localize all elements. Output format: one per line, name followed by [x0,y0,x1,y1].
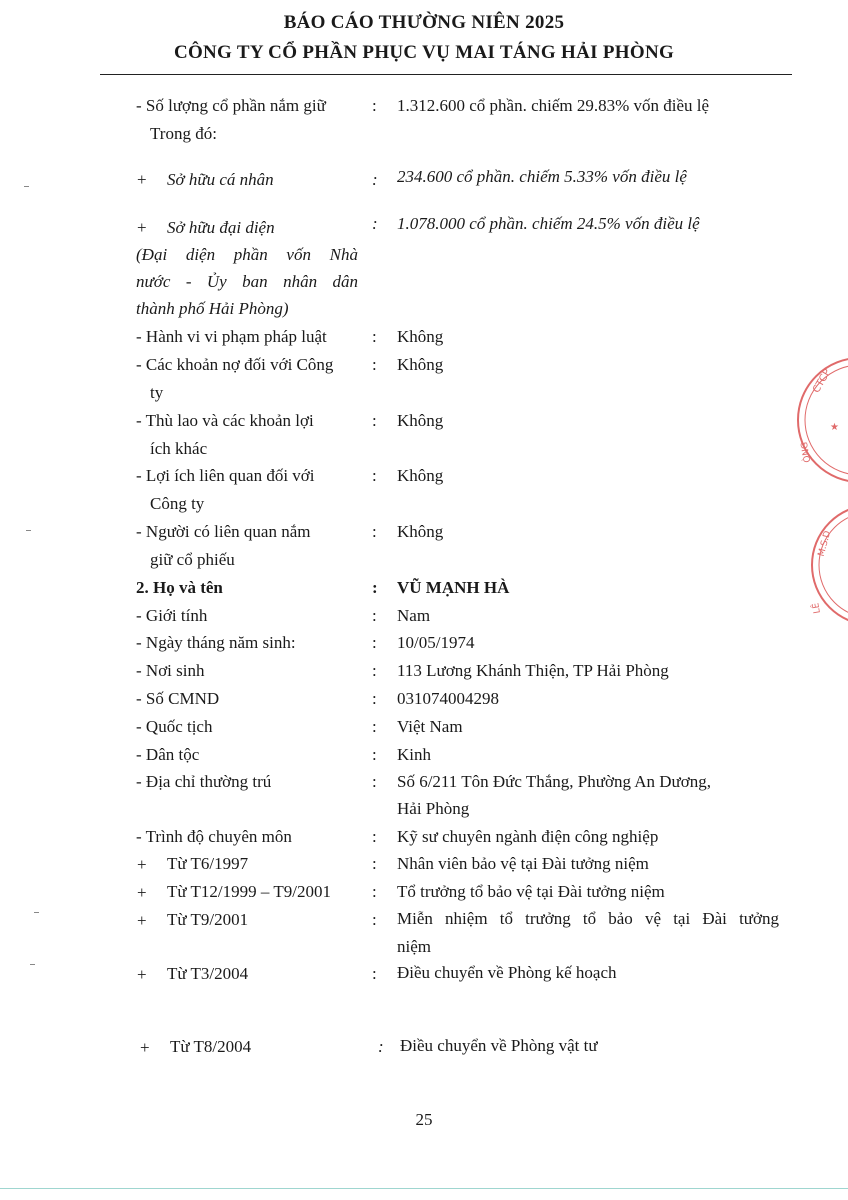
qualification-value: Kỹ sư chuyên ngành điện công nghiệp [397,827,659,846]
colon: : [372,522,377,541]
qualification-label: - Trình độ chuyên môn [136,827,292,846]
career-position: Điều chuyển về Phòng kế hoạch [397,963,617,982]
violation-label: - Hành vi vi phạm pháp luật [136,327,327,346]
address-value: Số 6/211 Tôn Đức Thắng, Phường An Dương, [397,772,712,791]
colon: : [378,1037,384,1056]
seal-text: LÊ [811,601,823,615]
plus-bullet: + [137,883,147,902]
shares-value: 1.312.600 cổ phần. chiếm 29.83% vốn điều lệ [397,96,710,115]
representative-label: Sở hữu đại diện [167,218,275,237]
nationality-label: - Quốc tịch [136,717,213,736]
scan-mark [24,186,29,187]
footer-divider [0,1188,848,1189]
colon: : [372,355,377,374]
debt-value: Không [397,355,444,374]
seal-text: ÒNG [799,440,814,464]
related-value: Không [397,522,444,541]
related-label-cont: giữ cổ phiếu [150,550,235,569]
plus-bullet: + [137,218,147,237]
birthplace-value: 113 Lương Khánh Thiện, TP Hải Phòng [397,661,669,680]
company-seal-bottom [802,495,848,635]
colon: : [372,578,378,597]
interest-value: Không [397,466,444,485]
colon: : [372,827,377,846]
career-position: Nhân viên bảo vệ tại Đài tưởng niệm [397,854,649,873]
ethnicity-label: - Dân tộc [136,745,200,764]
company-seal-top [790,350,848,490]
colon: : [372,327,377,346]
colon: : [372,882,377,901]
colon: : [372,661,377,680]
personal-label: Sở hữu cá nhân [167,170,274,189]
report-title: BÁO CÁO THƯỜNG NIÊN 2025 [283,12,565,33]
colon: : [372,964,377,983]
remuneration-label-cont: ích khác [150,439,208,458]
remuneration-label: - Thù lao và các khoản lợi [136,411,314,430]
dob-label: - Ngày tháng năm sinh: [136,633,296,652]
gender-label: - Giới tính [136,606,208,625]
career-period: Từ T6/1997 [167,854,249,873]
colon: : [372,854,377,873]
colon: : [372,717,377,736]
shares-label: - Số lượng cổ phần nắm giữ [136,96,326,115]
colon: : [372,772,377,791]
personal-value: 234.600 cổ phần. chiếm 5.33% vốn điều lệ [397,167,687,186]
colon: : [372,745,377,764]
representative-note: nước - Ủy ban nhân dân [136,272,358,291]
seal-text: CTCP [811,367,834,395]
scan-mark [30,964,35,965]
seal-star-icon: ★ [830,422,839,433]
representative-value: 1.078.000 cổ phần. chiếm 24.5% vốn điều lệ [397,214,700,233]
career-position: Điều chuyển về Phòng vật tư [400,1036,598,1055]
representative-note: (Đại diện phần vốn Nhà [136,245,358,264]
company-name: CÔNG TY CỔ PHẦN PHỤC VỤ MAI TÁNG HẢI PHÒNG [173,42,675,63]
address-value-cont: Hải Phòng [397,799,470,818]
birthplace-label: - Nơi sinh [136,661,205,680]
plus-bullet: + [137,855,147,874]
career-period: Từ T3/2004 [167,964,249,983]
remuneration-value: Không [397,411,444,430]
colon: : [372,411,377,430]
colon: : [372,689,377,708]
ethnicity-value: Kinh [397,745,431,764]
id-label: - Số CMND [136,689,220,708]
career-position: Miễn nhiệm tổ trưởng tổ bảo vệ tại Đài tưởng [397,909,779,928]
career-period: Từ T8/2004 [170,1037,252,1056]
debt-label: - Các khoản nợ đối với Công [136,355,334,374]
plus-bullet: + [137,965,147,984]
gender-value: Nam [397,606,431,625]
id-value: 031074004298 [397,689,499,708]
related-label: - Người có liên quan nắm [136,522,311,541]
interest-label: - Lợi ích liên quan đối với [136,466,315,485]
plus-bullet: + [137,911,147,930]
representative-note: thành phố Hải Phòng) [136,299,289,318]
plus-bullet: + [137,170,147,189]
interest-label-cont: Công ty [150,494,205,513]
scan-mark [26,530,31,531]
colon: : [372,466,377,485]
nationality-value: Việt Nam [397,717,463,736]
debt-label-cont: ty [150,383,164,402]
colon: : [372,606,377,625]
career-position-cont: niệm [397,937,431,956]
person-name: VŨ MẠNH HÀ [397,578,510,597]
colon: : [372,96,377,115]
career-period: Từ T12/1999 – T9/2001 [167,882,331,901]
career-period: Từ T9/2001 [167,910,249,929]
colon: : [372,170,378,189]
dob-value: 10/05/1974 [397,633,475,652]
colon: : [372,910,377,929]
header-divider [100,74,792,75]
address-label: - Địa chỉ thường trú [136,772,272,791]
seal-text: M.S.D [816,529,834,558]
section-title: 2. Họ và tên [136,578,223,597]
plus-bullet: + [140,1038,150,1057]
violation-value: Không [397,327,444,346]
of-which-label: Trong đó: [150,124,217,143]
colon: : [372,633,377,652]
career-position: Tổ trưởng tổ bảo vệ tại Đài tưởng niệm [397,882,665,901]
scan-mark [34,912,39,913]
page-number: 25 [415,1110,433,1129]
colon: : [372,214,378,233]
